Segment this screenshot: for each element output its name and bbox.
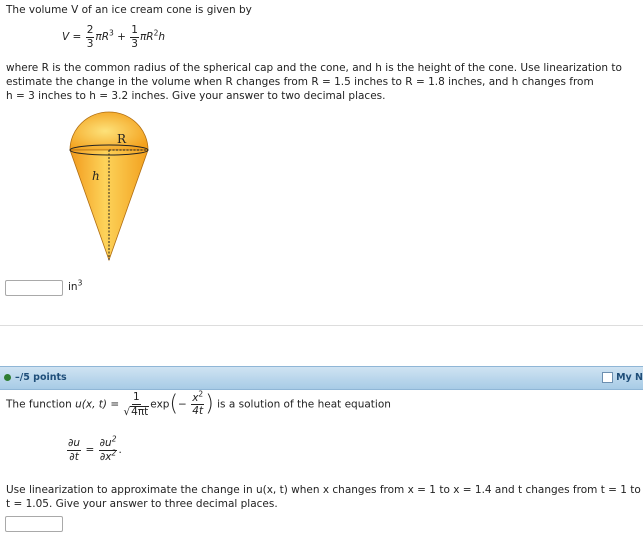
term1-exp: 3 [109,28,114,38]
frac1-num: 2 [86,24,94,36]
unit-exp: 3 [77,278,83,288]
heat-equation [66,434,122,463]
term2-exp: 2 [153,28,159,38]
problem2-func: u(x, t) [75,398,107,411]
status-dot-icon [4,374,11,381]
inner-frac [191,389,204,417]
height-label: h [92,169,100,183]
right-paren: ) [205,391,214,417]
problem2-instruction-line2: t = 1.05. Give your answer to three decimal places. [6,498,278,510]
formula-term2: πR [139,31,154,43]
pde-rhs-num-text: ∂u [99,437,112,449]
problem2-function-line [6,389,391,418]
pde-lhs-den: ∂t [69,450,79,463]
problem2-lead: The function [6,398,72,411]
formula-plus: + [117,31,126,43]
frac2-num: 1 [131,24,138,36]
inner-num [191,389,204,406]
formula-eq: = [72,31,82,43]
coef-frac [123,392,149,417]
pde-period: . [118,444,122,456]
points-label [4,372,67,383]
coef-num: 1 [133,391,140,403]
coef-sqrt: 4πt [131,405,149,418]
pde-rhs-num-exp: 2 [111,434,117,444]
problem2-trail: is a solution of the heat equation [217,398,391,411]
exp-fn: exp [150,398,170,411]
frac1-den: 3 [86,37,94,50]
minus-sign: − [178,398,187,411]
frac2-den: 3 [131,37,138,50]
cone-cap [70,112,148,150]
answer-input-2[interactable] [5,516,63,532]
inner-num-var: x [192,391,199,404]
coef-den: √4πt [123,405,149,418]
pde-rhs-den-exp: 2 [111,448,117,457]
volume-formula [62,25,165,49]
my-notes-label: My N [616,372,643,383]
formula-frac1 [86,25,95,49]
formula-term1: πR [95,31,109,43]
points-text: –/5 points [15,372,67,383]
divider [0,325,643,326]
pde-lhs [67,438,81,462]
unit-text: in [68,281,78,293]
pde-rhs-den-text: ∂x [99,450,112,463]
my-notes-toggle[interactable] [602,372,643,383]
formula-lhs: V [62,31,70,43]
answer-unit-1 [68,278,83,293]
problem1-intro: The volume V of an ice cream cone is given by [6,4,252,16]
left-paren: ( [169,391,179,417]
pde-eq: = [85,444,95,456]
problem1-description-line2: estimate the change in the volume when R changes from R = 1.5 inches to R = 1.8 inches, and h changes from [6,76,594,88]
problem1-description-line3: h = 3 inches to h = 3.2 inches. Give your answer to two decimal places. [6,90,386,102]
cone-body [70,150,148,260]
pde-lhs-num: ∂u [68,437,81,449]
problem2-eq: = [110,398,120,411]
problem1-description-line1: where R is the common radius of the spherical cap and the cone, and h is the height of the cone. Use linearization to [6,62,622,74]
ice-cream-cone-figure [64,108,154,264]
pde-rhs-den [99,448,117,463]
pde-rhs [99,434,118,463]
problem2-instruction-line1: Use linearization to approximate the change in u(x, t) when x changes from x = 1 to x = 1.4 and t changes from t = 1 to [6,484,641,496]
inner-den: 4t [192,405,204,417]
answer-input-1[interactable] [5,280,63,296]
my-notes-checkbox[interactable] [602,372,613,383]
points-bar [0,366,643,390]
radius-label: R [117,132,127,146]
formula-frac2 [130,25,139,49]
inner-num-exp: 2 [198,389,204,398]
formula-term2-tail: h [158,31,166,43]
